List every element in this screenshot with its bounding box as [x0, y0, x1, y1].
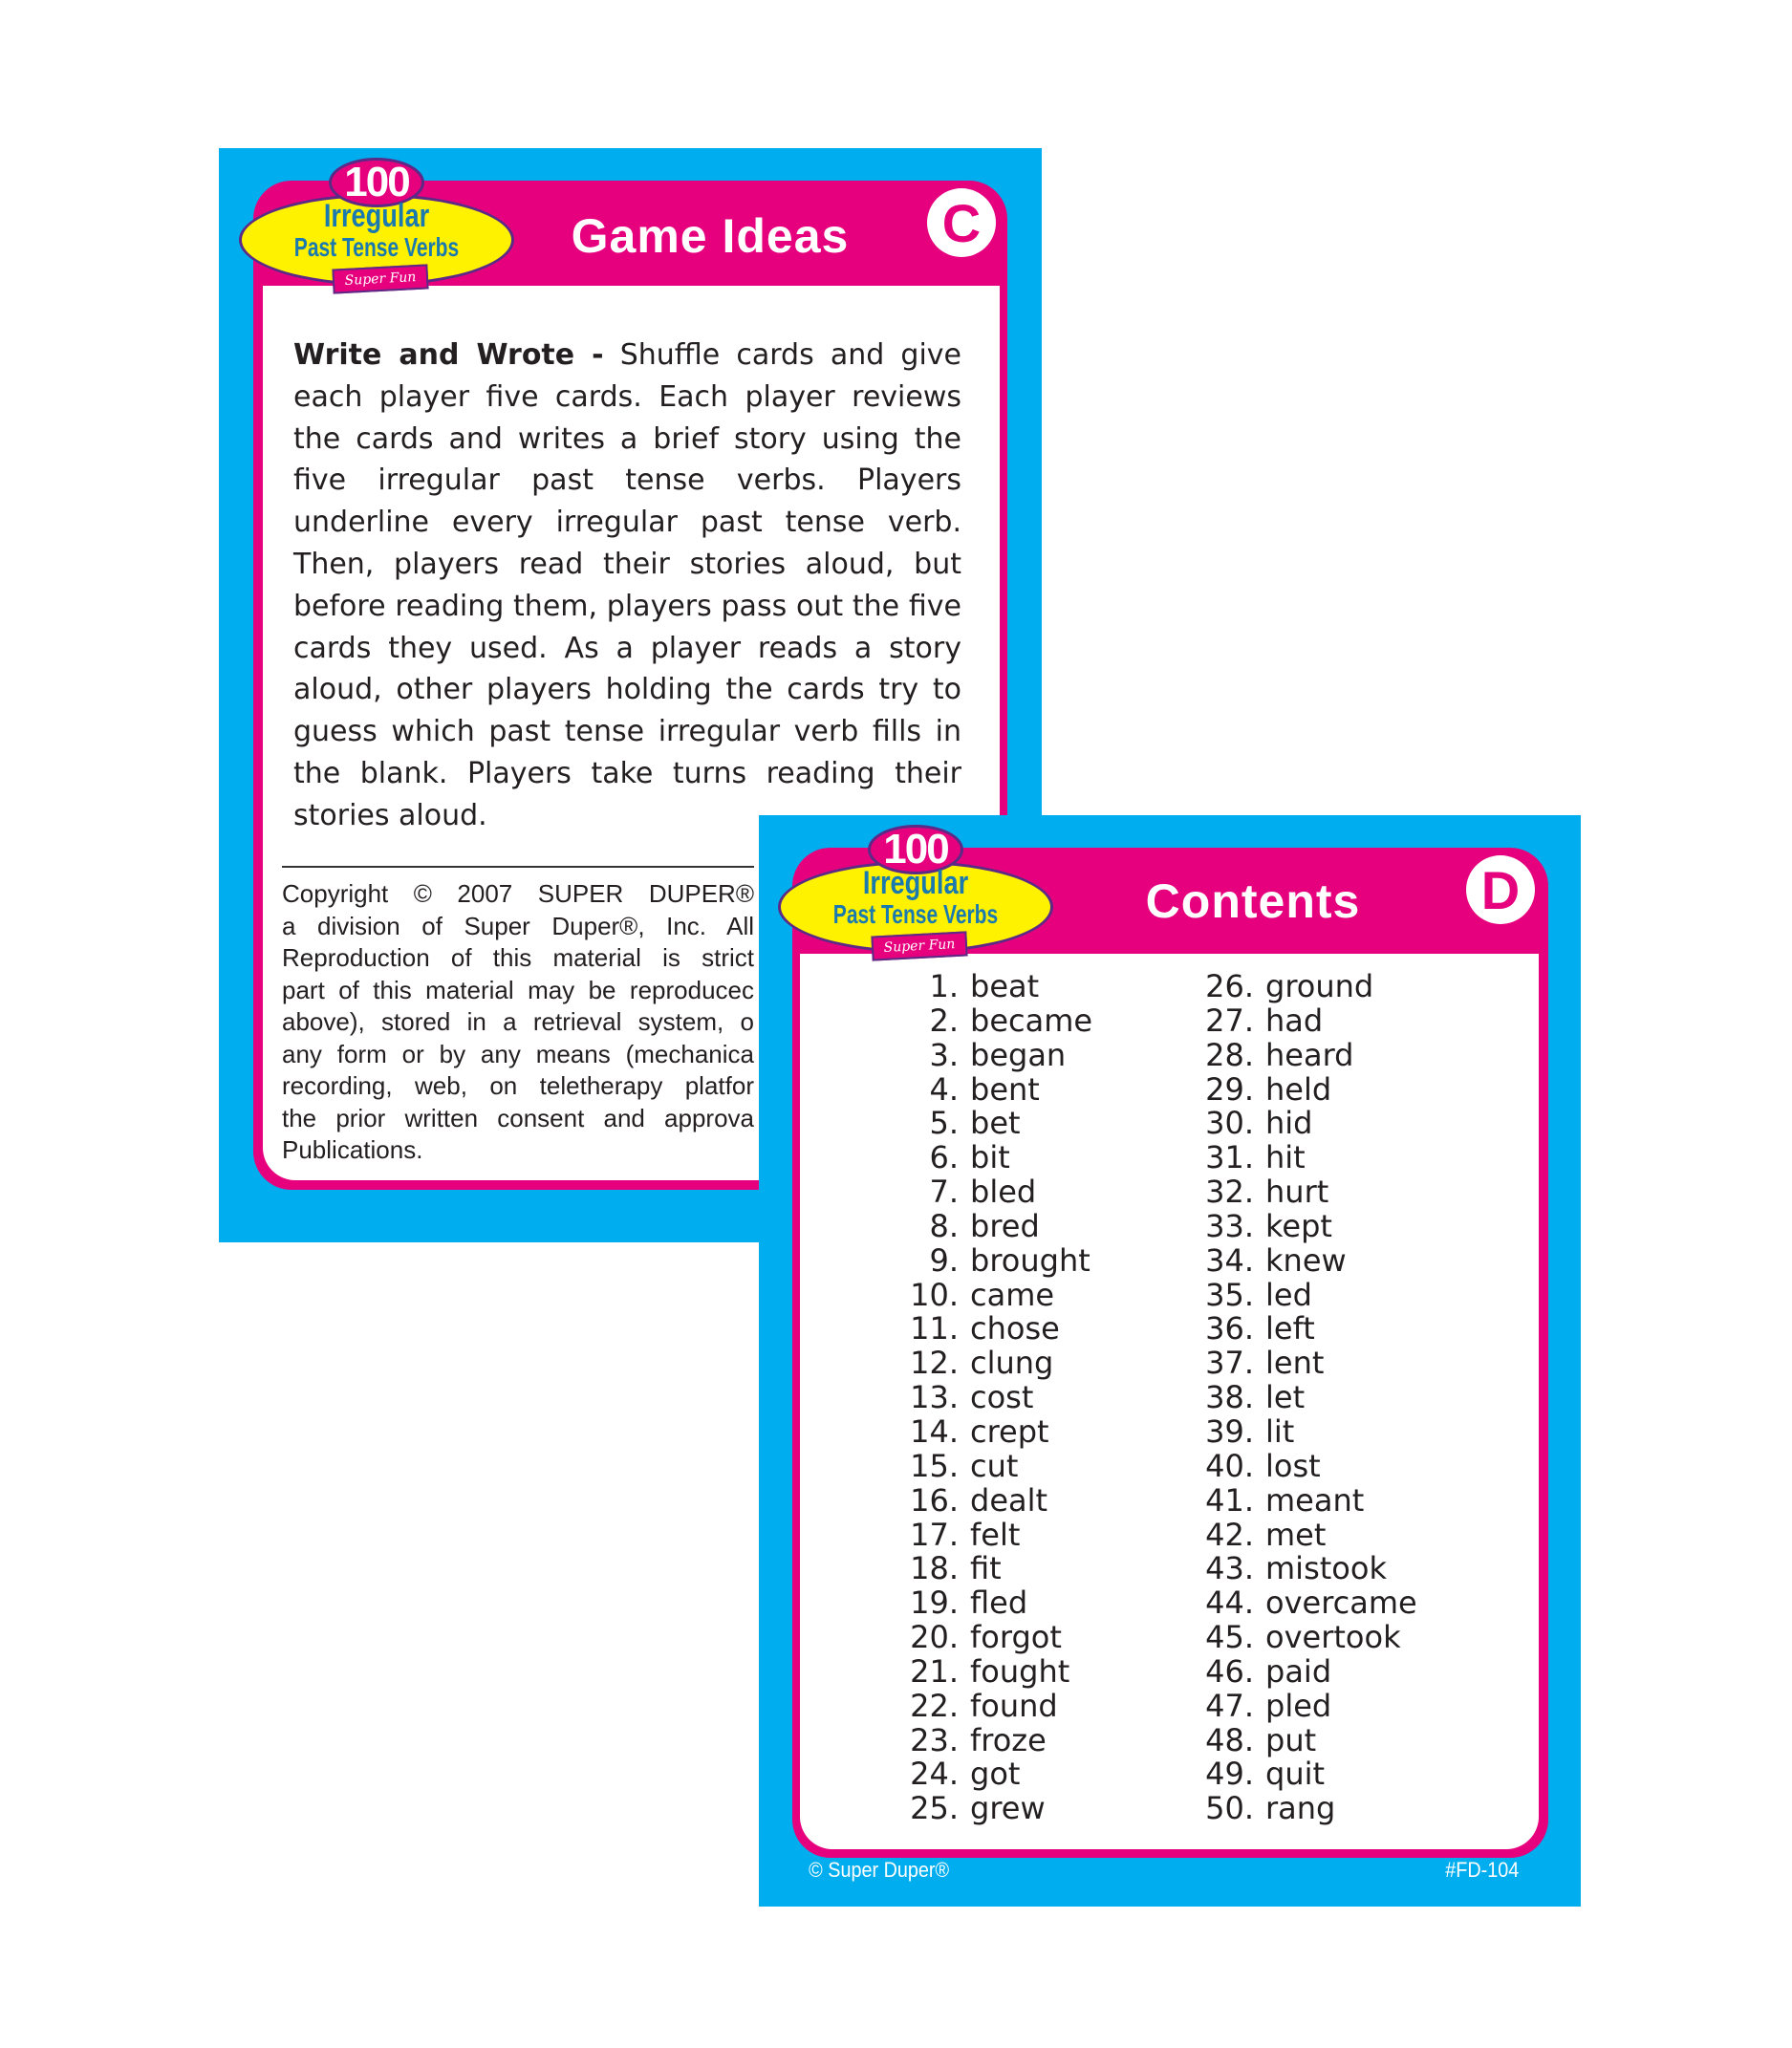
item-number: 5.	[929, 1105, 959, 1142]
copyright-line: Publications.	[282, 1135, 423, 1164]
contents-column-1	[894, 970, 1092, 1826]
item-number: 49.	[1205, 1756, 1254, 1793]
copyright-notice	[282, 878, 754, 1167]
item-number: 38.	[1205, 1379, 1254, 1416]
item-verb: put	[1265, 1721, 1317, 1758]
item-number: 29.	[1205, 1070, 1254, 1108]
item-number: 27.	[1205, 1002, 1254, 1039]
contents-item	[894, 1552, 1092, 1586]
contents-item	[1189, 1621, 1417, 1655]
contents-item	[894, 1004, 1092, 1039]
item-verb: fought	[970, 1652, 1070, 1690]
copyright-line: Copyright © 2007 SUPER DUPER®	[282, 879, 754, 908]
copyright-line: any form or by any means (mechanica	[282, 1039, 754, 1068]
item-number: 36.	[1205, 1310, 1254, 1347]
item-number: 9.	[929, 1241, 959, 1279]
item-verb: cut	[970, 1447, 1019, 1484]
contents-item	[1189, 1347, 1417, 1381]
item-number: 12.	[910, 1345, 959, 1382]
contents-item	[894, 1036, 1092, 1073]
item-verb: let	[1265, 1379, 1306, 1416]
item-verb: got	[970, 1756, 1021, 1793]
item-number: 46.	[1205, 1652, 1254, 1690]
contents-item	[1189, 1141, 1417, 1175]
item-verb: forgot	[970, 1619, 1062, 1656]
contents-item	[894, 1207, 1092, 1244]
contents-item	[894, 1621, 1092, 1655]
logo-line2: Past Tense Verbs	[293, 232, 460, 262]
contents-item	[894, 1687, 1092, 1724]
footer-copyright: © Super Duper®	[809, 1858, 950, 1882]
item-verb: bit	[970, 1139, 1010, 1176]
game-heading: Write and Wrote -	[293, 338, 604, 372]
item-verb: had	[1265, 1002, 1324, 1039]
item-number: 21.	[910, 1652, 959, 1690]
contents-item	[1189, 1004, 1417, 1039]
item-verb: hid	[1265, 1105, 1313, 1142]
item-number: 50.	[1205, 1790, 1254, 1827]
item-number: 42.	[1205, 1516, 1254, 1553]
contents-item	[1189, 1481, 1417, 1519]
copyright-line: above), stored in a retrieval system, o	[282, 1007, 754, 1036]
item-number: 10.	[910, 1276, 959, 1313]
contents-item	[894, 1070, 1092, 1108]
item-verb: rang	[1265, 1790, 1336, 1827]
logo-line1: Irregular	[323, 198, 430, 234]
item-verb: began	[970, 1036, 1067, 1073]
item-number: 1.	[929, 968, 959, 1004]
item-verb: bet	[970, 1105, 1021, 1142]
item-verb: overtook	[1265, 1619, 1401, 1656]
item-number: 34.	[1205, 1241, 1254, 1279]
contents-item	[1189, 1412, 1417, 1450]
contents-item	[894, 970, 1092, 1004]
copyright-line: a division of Super Duper®, Inc. All	[282, 911, 754, 940]
item-number: 7.	[929, 1174, 959, 1211]
item-number: 35.	[1205, 1276, 1254, 1313]
contents-column-2	[1189, 970, 1417, 1826]
contents-item	[894, 1141, 1092, 1175]
contents-item	[894, 1276, 1092, 1313]
item-number: 16.	[910, 1481, 959, 1519]
logo-line2: Past Tense Verbs	[832, 899, 999, 929]
contents-item	[1189, 1792, 1417, 1826]
item-verb: knew	[1265, 1241, 1347, 1279]
copyright-line: the prior written consent and approva	[282, 1103, 754, 1132]
item-number: 18.	[910, 1550, 959, 1587]
item-number: 33.	[1205, 1207, 1254, 1244]
item-verb: beat	[970, 968, 1040, 1004]
item-number: 31.	[1205, 1139, 1254, 1176]
item-number: 40.	[1205, 1447, 1254, 1484]
item-number: 39.	[1205, 1412, 1254, 1450]
item-verb: kept	[1265, 1207, 1332, 1244]
contents-item	[1189, 1312, 1417, 1347]
contents-item	[1189, 1516, 1417, 1553]
item-verb: chose	[970, 1310, 1060, 1347]
item-verb: lost	[1265, 1447, 1321, 1484]
item-number: 13.	[910, 1379, 959, 1416]
item-verb: crept	[970, 1412, 1049, 1450]
item-verb: fled	[970, 1585, 1028, 1622]
game-description	[293, 334, 961, 837]
item-verb: found	[970, 1687, 1058, 1724]
item-verb: pled	[1265, 1687, 1332, 1724]
deck-logo	[233, 158, 520, 310]
contents-item	[894, 1412, 1092, 1450]
item-verb: lit	[1265, 1412, 1295, 1450]
item-verb: bent	[970, 1070, 1040, 1108]
contents-item	[1189, 1687, 1417, 1724]
item-verb: felt	[970, 1516, 1021, 1553]
item-number: 23.	[910, 1721, 959, 1758]
contents-item	[1189, 1036, 1417, 1073]
contents-item	[1189, 1381, 1417, 1415]
item-verb: froze	[970, 1721, 1047, 1758]
item-verb: overcame	[1265, 1585, 1417, 1622]
contents-item	[894, 1241, 1092, 1279]
contents-item	[1189, 1586, 1417, 1621]
contents-item	[1189, 1552, 1417, 1586]
contents-item	[894, 1586, 1092, 1621]
item-number: 43.	[1205, 1550, 1254, 1587]
item-number: 2.	[929, 1002, 959, 1039]
logo-number: 100	[868, 825, 963, 874]
card-c-title: Game Ideas	[571, 209, 850, 263]
item-verb: led	[1265, 1276, 1312, 1313]
item-verb: bred	[970, 1207, 1040, 1244]
item-number: 32.	[1205, 1174, 1254, 1211]
copyright-line: Reproduction of this material is strict	[282, 943, 754, 972]
game-text: Shuffle cards and give each player five cards. Each player reviews the cards and writes a brief story using the five irregular past tense verbs. Players underline every irregular past tense verb. Then, players read their stories aloud, but before reading them, players pass out the five cards they used. As a player reads a story aloud, other players holding the cards try to guess which past tense irregular verb fills in the blank. Players take turns reading their stories aloud.	[293, 338, 961, 832]
contents-item	[894, 1792, 1092, 1826]
item-number: 41.	[1205, 1481, 1254, 1519]
item-number: 14.	[910, 1412, 959, 1450]
deck-logo	[772, 825, 1059, 977]
item-number: 6.	[929, 1139, 959, 1176]
item-number: 24.	[910, 1756, 959, 1793]
item-number: 8.	[929, 1207, 959, 1244]
contents-item	[894, 1381, 1092, 1415]
logo-line3: Super Fun Deck®	[871, 931, 967, 960]
contents-item	[894, 1516, 1092, 1553]
item-verb: left	[1265, 1310, 1315, 1347]
contents-item	[1189, 1107, 1417, 1141]
item-verb: became	[970, 1002, 1093, 1039]
contents-item	[894, 1447, 1092, 1484]
contents-item	[1189, 1276, 1417, 1313]
item-verb: quit	[1265, 1756, 1326, 1793]
item-number: 22.	[910, 1687, 959, 1724]
contents-item	[894, 1721, 1092, 1758]
item-number: 17.	[910, 1516, 959, 1553]
item-number: 11.	[910, 1310, 959, 1347]
contents-item	[1189, 1175, 1417, 1210]
item-number: 26.	[1205, 968, 1254, 1004]
contents-item	[894, 1312, 1092, 1347]
item-verb: dealt	[970, 1481, 1048, 1519]
item-number: 19.	[910, 1585, 959, 1622]
card-c-badge: C	[927, 188, 996, 257]
card-d-badge: D	[1466, 855, 1535, 924]
contents-item	[1189, 970, 1417, 1004]
item-verb: grew	[970, 1790, 1046, 1827]
logo-line1: Irregular	[862, 865, 969, 901]
item-number: 47.	[1205, 1687, 1254, 1724]
item-verb: held	[1265, 1070, 1332, 1108]
contents-item	[1189, 1721, 1417, 1758]
contents-item	[894, 1347, 1092, 1381]
contents-item	[1189, 1757, 1417, 1792]
logo-line3: Super Fun Deck®	[332, 264, 428, 293]
item-verb: bled	[970, 1174, 1037, 1211]
item-number: 44.	[1205, 1585, 1254, 1622]
item-verb: mistook	[1265, 1550, 1387, 1587]
item-verb: fit	[970, 1550, 1002, 1587]
footer-product-code: #FD-104	[1445, 1858, 1520, 1882]
copyright-line: recording, web, on teletherapy platfor	[282, 1071, 754, 1100]
item-number: 25.	[910, 1790, 959, 1827]
item-number: 3.	[929, 1036, 959, 1073]
item-verb: brought	[970, 1241, 1090, 1279]
item-number: 48.	[1205, 1721, 1254, 1758]
contents-item	[1189, 1447, 1417, 1484]
item-verb: met	[1265, 1516, 1327, 1553]
item-verb: heard	[1265, 1036, 1354, 1073]
contents-item	[894, 1481, 1092, 1519]
contents-item	[894, 1107, 1092, 1141]
contents-item	[1189, 1241, 1417, 1279]
item-number: 45.	[1205, 1619, 1254, 1656]
item-verb: meant	[1265, 1481, 1365, 1519]
item-verb: hit	[1265, 1139, 1306, 1176]
contents-item	[894, 1652, 1092, 1690]
contents-item	[1189, 1652, 1417, 1690]
contents-item	[1189, 1207, 1417, 1244]
item-verb: hurt	[1265, 1174, 1329, 1211]
logo-number: 100	[329, 158, 424, 207]
item-number: 37.	[1205, 1345, 1254, 1382]
divider	[282, 866, 754, 868]
item-verb: came	[970, 1276, 1055, 1313]
item-verb: clung	[970, 1345, 1054, 1382]
item-verb: lent	[1265, 1345, 1325, 1382]
item-number: 28.	[1205, 1036, 1254, 1073]
contents-item	[894, 1757, 1092, 1792]
contents-item	[894, 1175, 1092, 1210]
copyright-line: part of this material may be reproducec	[282, 975, 754, 1004]
item-number: 4.	[929, 1070, 959, 1108]
item-verb: paid	[1265, 1652, 1332, 1690]
contents-item	[1189, 1070, 1417, 1108]
item-number: 15.	[910, 1447, 959, 1484]
item-number: 30.	[1205, 1105, 1254, 1142]
item-number: 20.	[910, 1619, 959, 1656]
item-verb: cost	[970, 1379, 1034, 1416]
card-d-title: Contents	[1145, 874, 1361, 928]
item-verb: ground	[1265, 968, 1374, 1004]
